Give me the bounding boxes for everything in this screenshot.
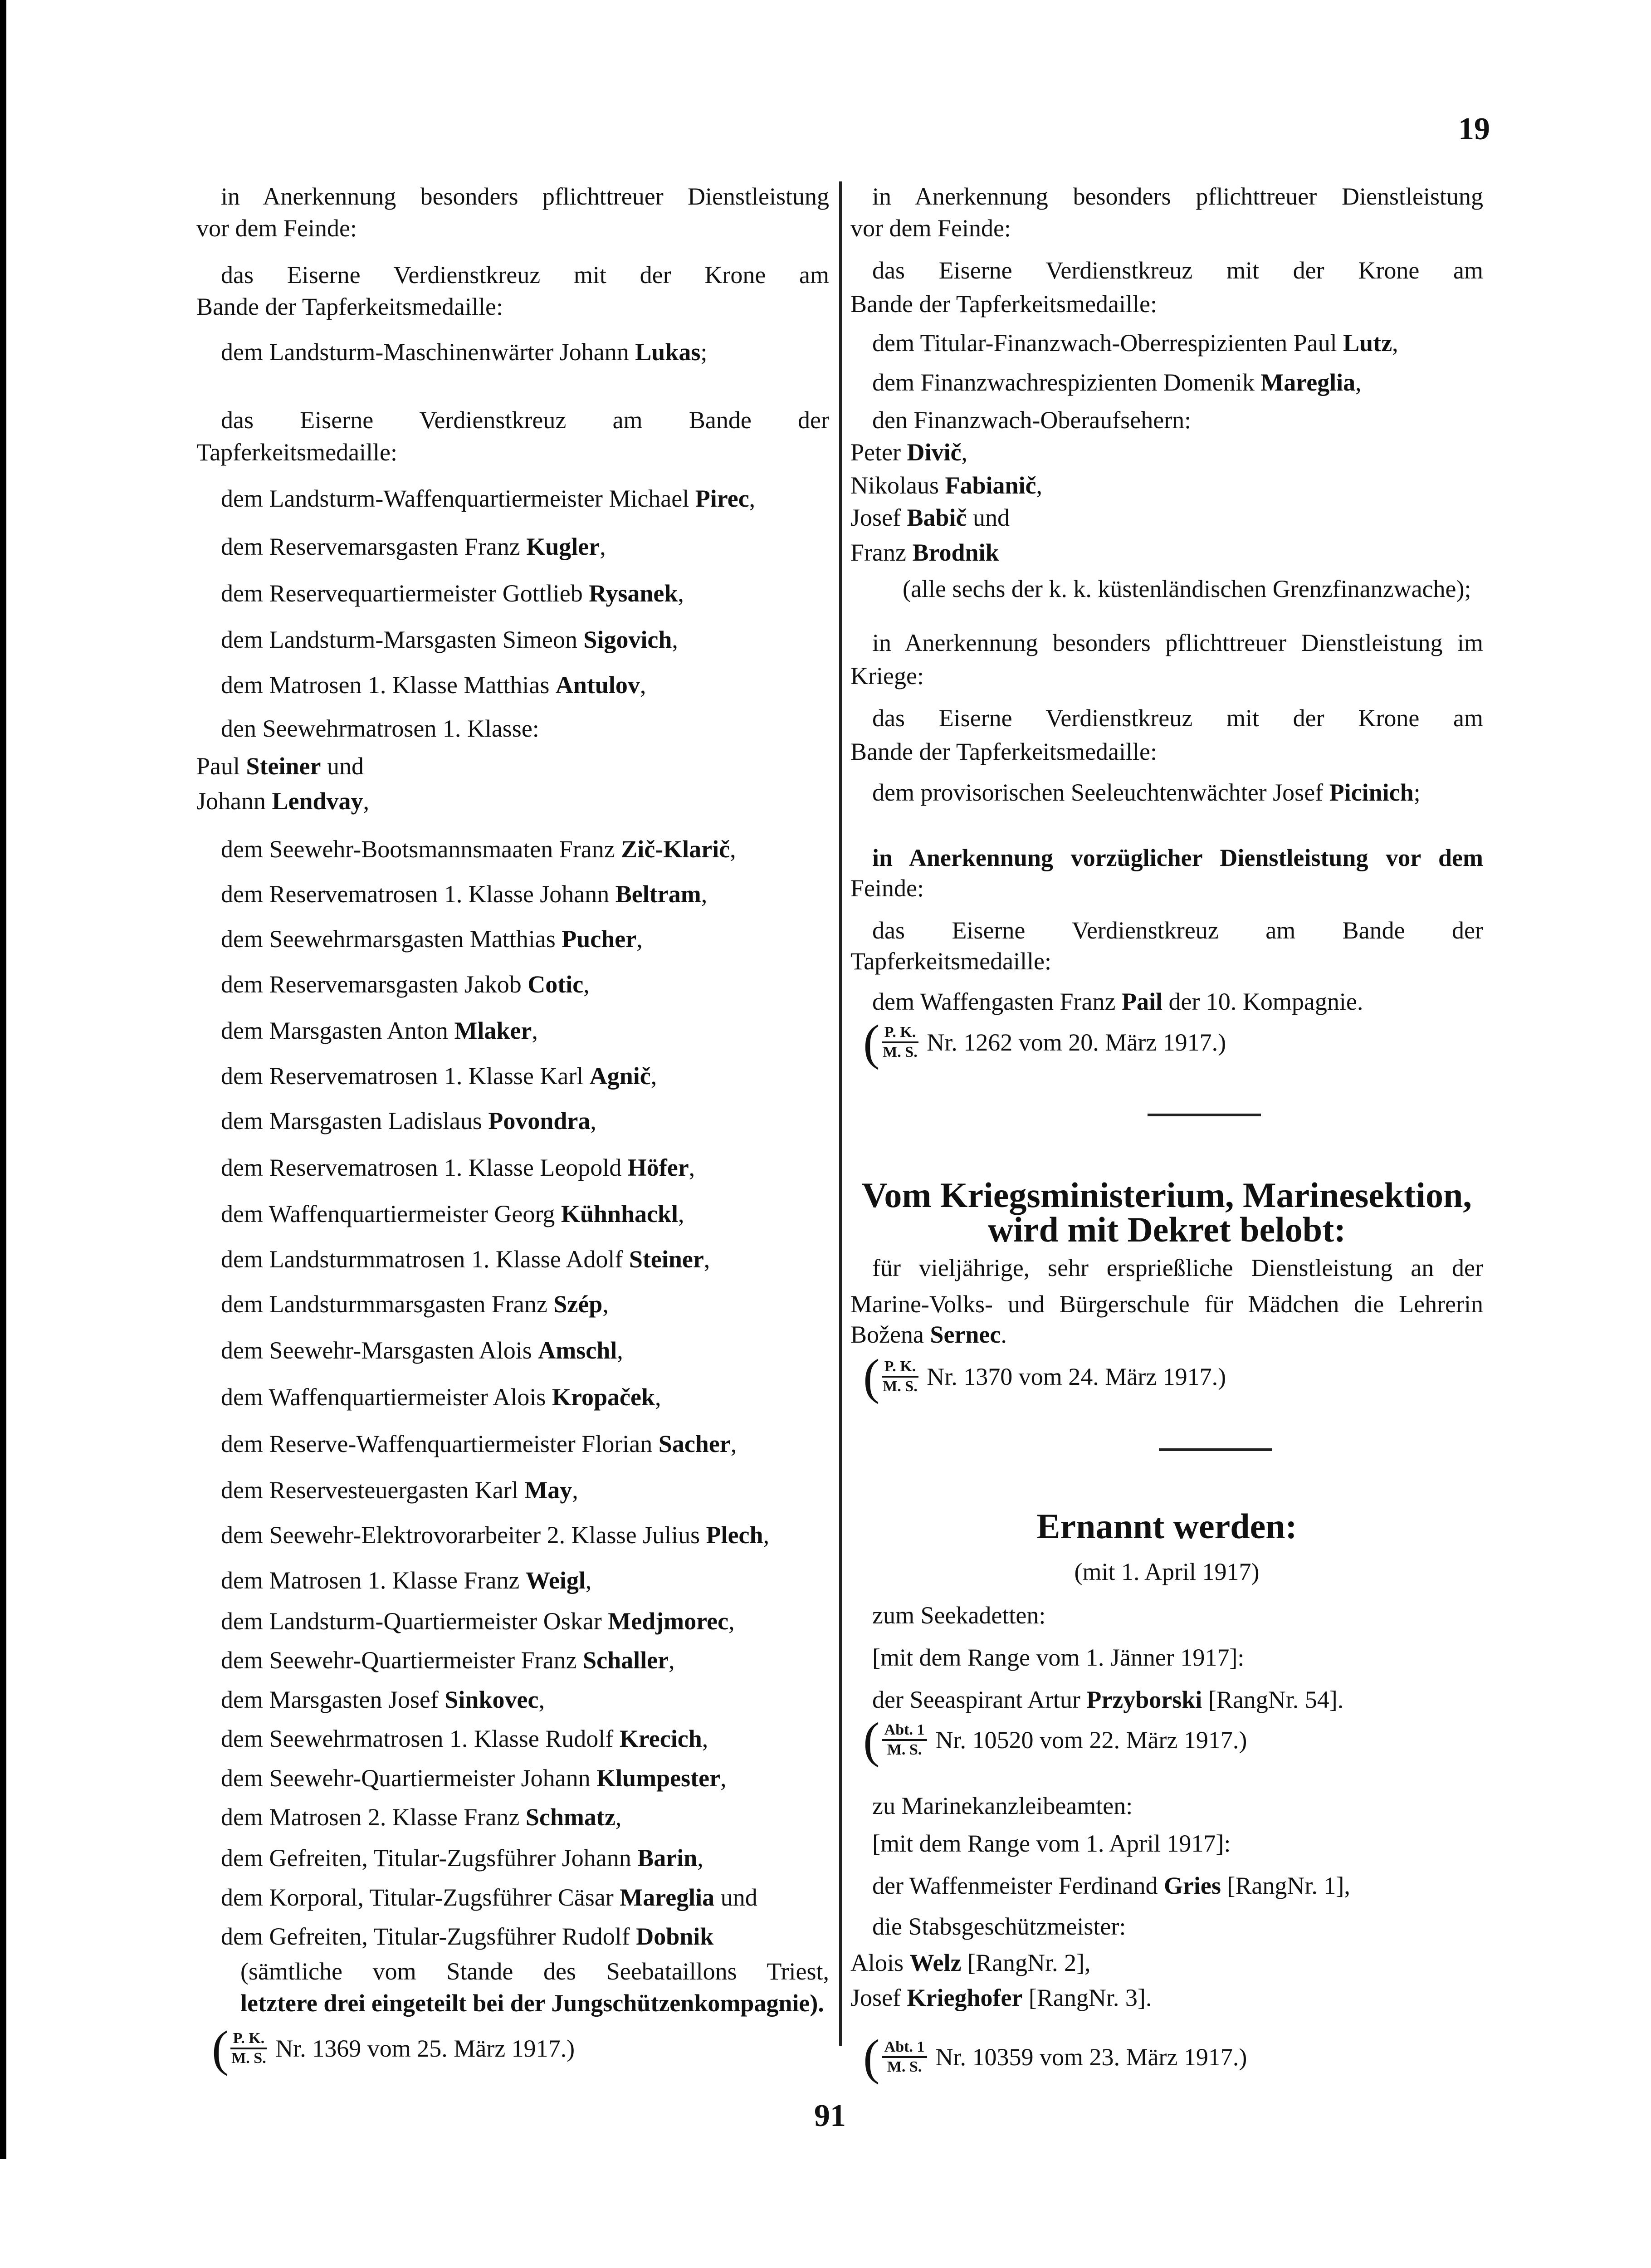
text-line [221, 1428, 737, 1460]
text-line [872, 367, 1362, 398]
citation-text: Nr. 1369 vom 25. März 1917.) [275, 2034, 575, 2062]
person-name: Picinich [1329, 778, 1414, 806]
text-line [221, 1684, 545, 1716]
line-suffix: [RangNr. 54]. [1202, 1686, 1344, 1713]
line-text: dem Korporal, Titular-Zugsführer Cäsar [221, 1883, 620, 1911]
line-text: dem Gefreiten, Titular-Zugsführer Johann [221, 1844, 638, 1872]
person-name: Mareglia [1260, 368, 1356, 396]
person-name: Dobnik [636, 1923, 714, 1950]
citation-fraction [882, 1721, 928, 1759]
line-suffix: , [583, 970, 590, 998]
line-text: dem Marsgasten Josef [221, 1686, 445, 1713]
line-text: (sämtliche vom Stande des Seebataillons Triest, [240, 1957, 829, 1985]
line-suffix: [RangNr. 1], [1221, 1872, 1350, 1899]
person-name: Lendvay [272, 787, 363, 815]
line-text: dem provisorischen Seeleuchtenwächter Josef [872, 778, 1329, 806]
line-suffix: . [1001, 1321, 1007, 1349]
line-text: dem Reservematrosen 1. Klasse Leopold [221, 1154, 628, 1181]
text-line [221, 1381, 661, 1413]
text-line [872, 1828, 1231, 1859]
person-name: Lukas [635, 338, 701, 366]
citation-paren: ( [863, 1014, 880, 1070]
line-text: Nikolaus [850, 472, 945, 499]
person-name: Kropaček [552, 1383, 655, 1411]
citation-paren: ( [212, 2020, 229, 2076]
line-suffix: , [602, 1290, 609, 1318]
line-text: dem Landsturm-Waffenquartiermeister Michael [221, 485, 695, 513]
person-name: Cotic [528, 970, 584, 998]
line-text: dem Matrosen 1. Klasse Matthias [221, 671, 556, 699]
citation-line [863, 1014, 1226, 1070]
person-name: Höfer [627, 1154, 689, 1181]
line-suffix: , [672, 626, 678, 654]
person-name: Krieghofer [907, 1984, 1023, 2011]
line-text: Bande der Tapferkeitsmedaille: [850, 738, 1157, 765]
text-line [850, 1982, 1152, 2014]
person-name: Lutz [1343, 329, 1392, 357]
person-name: Rysanek [589, 579, 678, 607]
line-text: dem Seewehr-Elektrovorarbeiter 2. Klasse Julius [221, 1521, 706, 1549]
person-name: Mareglia [620, 1883, 715, 1911]
person-name: Steiner [246, 753, 321, 780]
person-name: Schaller [583, 1647, 669, 1674]
text-line [850, 660, 924, 692]
text-line [872, 914, 1483, 946]
text-line [872, 1911, 1126, 1942]
line-suffix: , [702, 1725, 708, 1753]
text-line [221, 923, 643, 955]
citation-numerator: P. K. [882, 1358, 919, 1378]
text-line [872, 1870, 1350, 1901]
text-line [221, 1474, 578, 1506]
line-suffix: , [720, 1764, 727, 1792]
line-text: vor dem Feinde: [196, 215, 357, 242]
text-line [850, 872, 924, 904]
text-line [850, 469, 1042, 501]
line-suffix: , [669, 1647, 675, 1674]
citation-numerator: Abt. 1 [882, 2038, 928, 2058]
line-text: dem Gefreiten, Titular-Zugsführer Rudolf [221, 1923, 636, 1950]
text-line [240, 1955, 829, 1987]
citation-line [863, 2029, 1247, 2085]
line-suffix: , [615, 1804, 622, 1831]
citation-numerator: P. K. [230, 2029, 268, 2049]
line-suffix: , [532, 1017, 538, 1045]
text-line [850, 1556, 1483, 1588]
line-suffix: , [1392, 329, 1398, 357]
text-line [872, 1790, 1133, 1822]
text-line [221, 1801, 621, 1833]
line-text: dem Landsturm-Quartiermeister Oskar [221, 1607, 608, 1635]
text-line [221, 1644, 675, 1676]
column-divider [839, 181, 842, 2046]
text-line [850, 537, 999, 568]
line-text: das Eiserne Verdienstkreuz am Bande der [872, 917, 1483, 944]
person-name: Steiner [629, 1245, 704, 1273]
text-line [221, 483, 755, 514]
person-name: Sigovich [583, 626, 672, 654]
person-name: Babič [907, 503, 967, 531]
text-line [221, 1723, 708, 1755]
line-text: [mit dem Range vom 1. Jänner 1917]: [872, 1643, 1245, 1671]
line-text: vor dem Feinde: [850, 215, 1011, 242]
line-text: das Eiserne Verdienstkreuz mit der Krone am [872, 704, 1483, 732]
person-name: Sacher [658, 1430, 731, 1457]
line-text: dem Matrosen 2. Klasse Franz [221, 1804, 526, 1831]
line-text: Johann [196, 787, 272, 815]
person-name: Kühnhackl [561, 1200, 679, 1228]
citation-paren: ( [863, 1349, 880, 1405]
line-text: Ernannt werden: [1036, 1506, 1297, 1546]
text-line [221, 1519, 769, 1551]
text-line [850, 212, 1011, 244]
person-name: Mlaker [454, 1017, 532, 1045]
text-line [872, 1684, 1343, 1716]
line-suffix: , [1036, 472, 1043, 499]
citation-denominator: M. S. [231, 2049, 266, 2067]
person-name: Weigl [525, 1566, 586, 1594]
text-line [221, 1921, 713, 1952]
text-line [850, 502, 1010, 533]
line-text: dem Reservequartiermeister Gottlieb [221, 579, 589, 607]
person-name: Fabianič [945, 472, 1036, 499]
text-line [850, 288, 1157, 320]
line-text: dem Reservesteuergasten Karl [221, 1476, 525, 1504]
line-suffix: , [697, 1844, 703, 1872]
line-text: dem Matrosen 1. Klasse Franz [221, 1566, 526, 1594]
text-line [196, 212, 357, 244]
line-suffix: , [689, 1154, 695, 1181]
line-text: die Stabsgeschützmeister: [872, 1912, 1126, 1940]
citation-denominator: M. S. [883, 1378, 918, 1395]
page-number-top: 19 [1458, 112, 1490, 147]
line-text: Josef [850, 503, 907, 531]
line-text: den Finanzwach-Oberaufsehern: [872, 406, 1192, 434]
citation-fraction [882, 1358, 919, 1396]
text-line [850, 736, 1157, 767]
text-line [221, 1842, 703, 1874]
line-suffix: ; [1413, 778, 1421, 806]
citation-fraction [230, 2029, 268, 2068]
text-line [221, 336, 707, 368]
line-text: in Anerkennung besonders pflichttreuer Dienstleistung im [872, 629, 1483, 656]
text-line [221, 1105, 596, 1137]
citation-text: Nr. 10359 vom 23. März 1917.) [935, 2043, 1247, 2071]
line-suffix: , [650, 1062, 657, 1090]
text-line [872, 404, 1191, 436]
line-text: dem Marsgasten Anton [221, 1017, 454, 1045]
line-text: den Seewehrmatrosen 1. Klasse: [221, 714, 539, 742]
citation-paren: ( [863, 1712, 880, 1768]
person-name: Schmatz [525, 1804, 615, 1831]
page-number-bottom: 91 [814, 2098, 846, 2133]
line-text: Franz [850, 538, 913, 566]
text-line [872, 1642, 1244, 1673]
section-rule [1159, 1448, 1272, 1451]
text-line [221, 1605, 735, 1637]
line-suffix: , [590, 1107, 596, 1135]
line-text: dem Seewehrmatrosen 1. Klasse Rudolf [221, 1725, 620, 1753]
person-name: Gries [1163, 1872, 1221, 1899]
line-suffix: , [655, 1383, 661, 1411]
line-suffix: , [703, 1245, 710, 1273]
person-name: Povondra [488, 1107, 591, 1135]
line-text: Marine-Volks- und Bürgerschule für Mädchen die Lehrerin [850, 1290, 1483, 1318]
text-line [221, 1564, 591, 1596]
line-suffix: , [730, 1430, 737, 1457]
line-text: (mit 1. April 1917) [1074, 1558, 1260, 1585]
line-text: dem Seewehrmarsgasten Matthias [221, 925, 562, 953]
line-text: dem Seewehr-Quartiermeister Franz [221, 1647, 583, 1674]
line-text: in Anerkennung vorzüglicher Dienstleistung vor dem [872, 844, 1483, 871]
line-text: das Eiserne Verdienstkreuz am Bande der [221, 406, 829, 434]
line-suffix: , [363, 787, 370, 815]
text-line [872, 627, 1483, 659]
line-text: zum Seekadetten: [872, 1601, 1046, 1629]
person-name: May [524, 1476, 572, 1504]
text-line [221, 1288, 609, 1320]
line-text: Božena [850, 1321, 930, 1349]
person-name: Sernec [930, 1321, 1001, 1349]
text-line [872, 1252, 1483, 1284]
text-line [221, 1334, 623, 1366]
line-text: Bande der Tapferkeitsmedaille: [850, 290, 1157, 318]
text-line [221, 713, 539, 744]
line-text: das Eiserne Verdienstkreuz mit der Krone am [872, 257, 1483, 284]
line-text: wird mit Dekret belobt: [987, 1210, 1346, 1250]
line-suffix: und [714, 1883, 757, 1911]
text-line [221, 259, 829, 291]
line-suffix: [RangNr. 3]. [1022, 1984, 1152, 2011]
line-text: dem Waffengasten Franz [872, 988, 1122, 1016]
line-suffix: , [617, 1337, 623, 1364]
text-line [221, 1882, 757, 1913]
line-text: für vieljährige, sehr ersprießliche Dienstleistung an der [872, 1254, 1483, 1281]
line-text: in Anerkennung besonders pflichttreuer Dienstleistung [221, 182, 829, 210]
person-name: Pail [1121, 988, 1163, 1016]
section-heading [850, 1506, 1483, 1547]
person-name: Antulov [555, 671, 640, 699]
text-line [221, 833, 736, 865]
line-text: dem Reservematrosen 1. Klasse Karl [221, 1062, 590, 1090]
line-text: letztere drei eingeteilt bei der Jungschützenkompagnie). [240, 1989, 824, 2017]
text-line [196, 436, 397, 468]
line-text: dem Landsturm-Maschinenwärter Johann [221, 338, 635, 366]
line-text: dem Landsturm-Marsgasten Simeon [221, 626, 584, 654]
line-text: Vom Kriegsministerium, Marinesektion, [862, 1175, 1472, 1215]
person-name: Medjmorec [608, 1607, 729, 1635]
text-line [196, 785, 369, 817]
line-suffix: , [763, 1521, 770, 1549]
citation-line [212, 2020, 575, 2076]
text-line [872, 1599, 1045, 1631]
section-heading [850, 1209, 1483, 1250]
text-line [196, 750, 364, 782]
person-name: Klumpester [596, 1764, 721, 1792]
text-line [221, 669, 646, 701]
text-line [850, 436, 967, 468]
line-suffix: , [730, 835, 736, 863]
person-name: Sinkovec [444, 1686, 539, 1713]
person-name: Pucher [562, 925, 637, 953]
text-line [872, 254, 1483, 286]
text-line [872, 327, 1398, 359]
line-suffix: , [678, 579, 684, 607]
line-suffix: und [967, 503, 1010, 531]
line-text: Tapferkeitsmedaille: [196, 438, 398, 466]
citation-text: Nr. 1370 vom 24. März 1917.) [927, 1363, 1226, 1391]
line-suffix: , [636, 925, 643, 953]
person-name: Divič [907, 438, 962, 466]
text-line [221, 1152, 695, 1183]
line-suffix: , [678, 1200, 684, 1228]
citation-denominator: M. S. [887, 2058, 922, 2076]
line-text: dem Seewehr-Quartiermeister Johann [221, 1764, 597, 1792]
text-line [221, 181, 829, 212]
section-rule [1148, 1114, 1261, 1116]
citation-text: Nr. 1262 vom 20. März 1917.) [927, 1028, 1226, 1056]
line-text: der Seeaspirant Artur [872, 1686, 1087, 1713]
line-suffix: , [538, 1686, 545, 1713]
line-text: Bande der Tapferkeitsmedaille: [196, 293, 503, 321]
text-line [872, 777, 1421, 808]
line-text: dem Landsturmmarsgasten Franz [221, 1290, 554, 1318]
text-line [221, 1198, 684, 1230]
person-name: Pirec [695, 485, 749, 513]
line-text: dem Reservemarsgasten Jakob [221, 970, 528, 998]
person-name: Szép [553, 1290, 603, 1318]
line-text: zu Marinekanzleibeamten: [872, 1792, 1133, 1819]
person-name: Krecich [619, 1725, 702, 1753]
line-suffix: , [572, 1476, 578, 1504]
line-suffix: , [749, 485, 756, 513]
person-name: Zič-Klarič [621, 835, 730, 863]
text-line [221, 531, 606, 562]
text-line [872, 181, 1483, 212]
line-text: Alois [850, 1949, 910, 1976]
citation-text: Nr. 10520 vom 22. März 1917.) [935, 1726, 1247, 1754]
line-text: dem Finanzwachrespizienten Domenik [872, 368, 1261, 396]
text-line [850, 945, 1051, 977]
line-text: dem Waffenquartiermeister Georg [221, 1200, 561, 1228]
line-text: das Eiserne Verdienstkreuz mit der Krone am [221, 261, 829, 288]
line-text: in Anerkennung besonders pflichttreuer Dienstleistung [872, 182, 1483, 210]
line-suffix: , [728, 1607, 735, 1635]
citation-denominator: M. S. [883, 1043, 918, 1061]
person-name: Amschl [538, 1337, 617, 1364]
text-line [221, 1243, 710, 1275]
line-text: dem Seewehr-Marsgasten Alois [221, 1337, 538, 1364]
line-suffix: ; [700, 338, 708, 366]
line-suffix: , [1355, 368, 1362, 396]
text-line [903, 573, 1471, 605]
person-name: Plech [706, 1521, 763, 1549]
line-text: Paul [196, 753, 246, 780]
citation-paren: ( [863, 2029, 880, 2085]
line-text: der Waffenmeister Ferdinand [872, 1872, 1164, 1899]
person-name: Barin [637, 1844, 698, 1872]
line-text: [mit dem Range vom 1. April 1917]: [872, 1829, 1231, 1857]
line-text: Tapferkeitsmedaille: [850, 947, 1052, 975]
text-line [850, 1947, 1090, 1979]
line-text: dem Landsturmmatrosen 1. Klasse Adolf [221, 1245, 629, 1273]
person-name: Kugler [526, 533, 600, 561]
line-text: dem Marsgasten Ladislaus [221, 1107, 488, 1135]
citation-fraction [882, 1023, 919, 1061]
line-text: dem Reservematrosen 1. Klasse Johann [221, 880, 615, 908]
line-text: Peter [850, 438, 907, 466]
text-line [221, 1015, 538, 1046]
person-name: Przyborski [1086, 1686, 1202, 1713]
text-line [221, 1762, 727, 1794]
line-suffix: , [701, 880, 708, 908]
line-suffix: , [600, 533, 606, 561]
text-line [221, 1060, 657, 1092]
text-line [850, 1319, 1007, 1350]
citation-line [863, 1349, 1226, 1405]
scan-edge [0, 0, 6, 2159]
line-suffix: , [640, 671, 646, 699]
person-name: Brodnik [912, 538, 999, 566]
text-line [240, 1987, 824, 2019]
line-text: dem Seewehr-Bootsmannsmaaten Franz [221, 835, 621, 863]
line-text: dem Waffenquartiermeister Alois [221, 1383, 552, 1411]
line-suffix: der 10. Kompagnie. [1162, 988, 1363, 1016]
person-name: Welz [909, 1949, 962, 1976]
citation-numerator: Abt. 1 [882, 1721, 928, 1741]
person-name: Agnič [589, 1062, 651, 1090]
text-line [221, 968, 590, 1000]
citation-fraction [882, 2038, 928, 2076]
line-text: Kriege: [850, 662, 924, 690]
citation-line [863, 1712, 1247, 1768]
text-line [221, 404, 829, 436]
citation-numerator: P. K. [882, 1023, 919, 1043]
line-text: dem Titular-Finanzwach-Oberrespizienten Paul [872, 329, 1343, 357]
line-text: (alle sechs der k. k. küstenländischen Grenzfinanzwache); [903, 575, 1471, 603]
line-suffix: [RangNr. 2], [961, 1949, 1091, 1976]
text-line [850, 1288, 1483, 1320]
text-line [872, 702, 1483, 734]
citation-denominator: M. S. [887, 1741, 922, 1759]
line-text: Josef [850, 1984, 907, 2011]
text-line [221, 577, 684, 609]
line-text: dem Reserve-Waffenquartiermeister Florian [221, 1430, 659, 1457]
line-suffix: , [961, 438, 967, 466]
text-line [221, 624, 678, 655]
text-line [872, 986, 1363, 1017]
line-suffix: und [321, 753, 364, 780]
line-text: dem Reservemarsgasten Franz [221, 533, 527, 561]
text-line [221, 878, 707, 910]
text-line [196, 291, 503, 323]
line-suffix: , [585, 1566, 592, 1594]
text-line [872, 842, 1483, 874]
person-name: Beltram [615, 880, 701, 908]
line-text: Feinde: [850, 875, 924, 902]
